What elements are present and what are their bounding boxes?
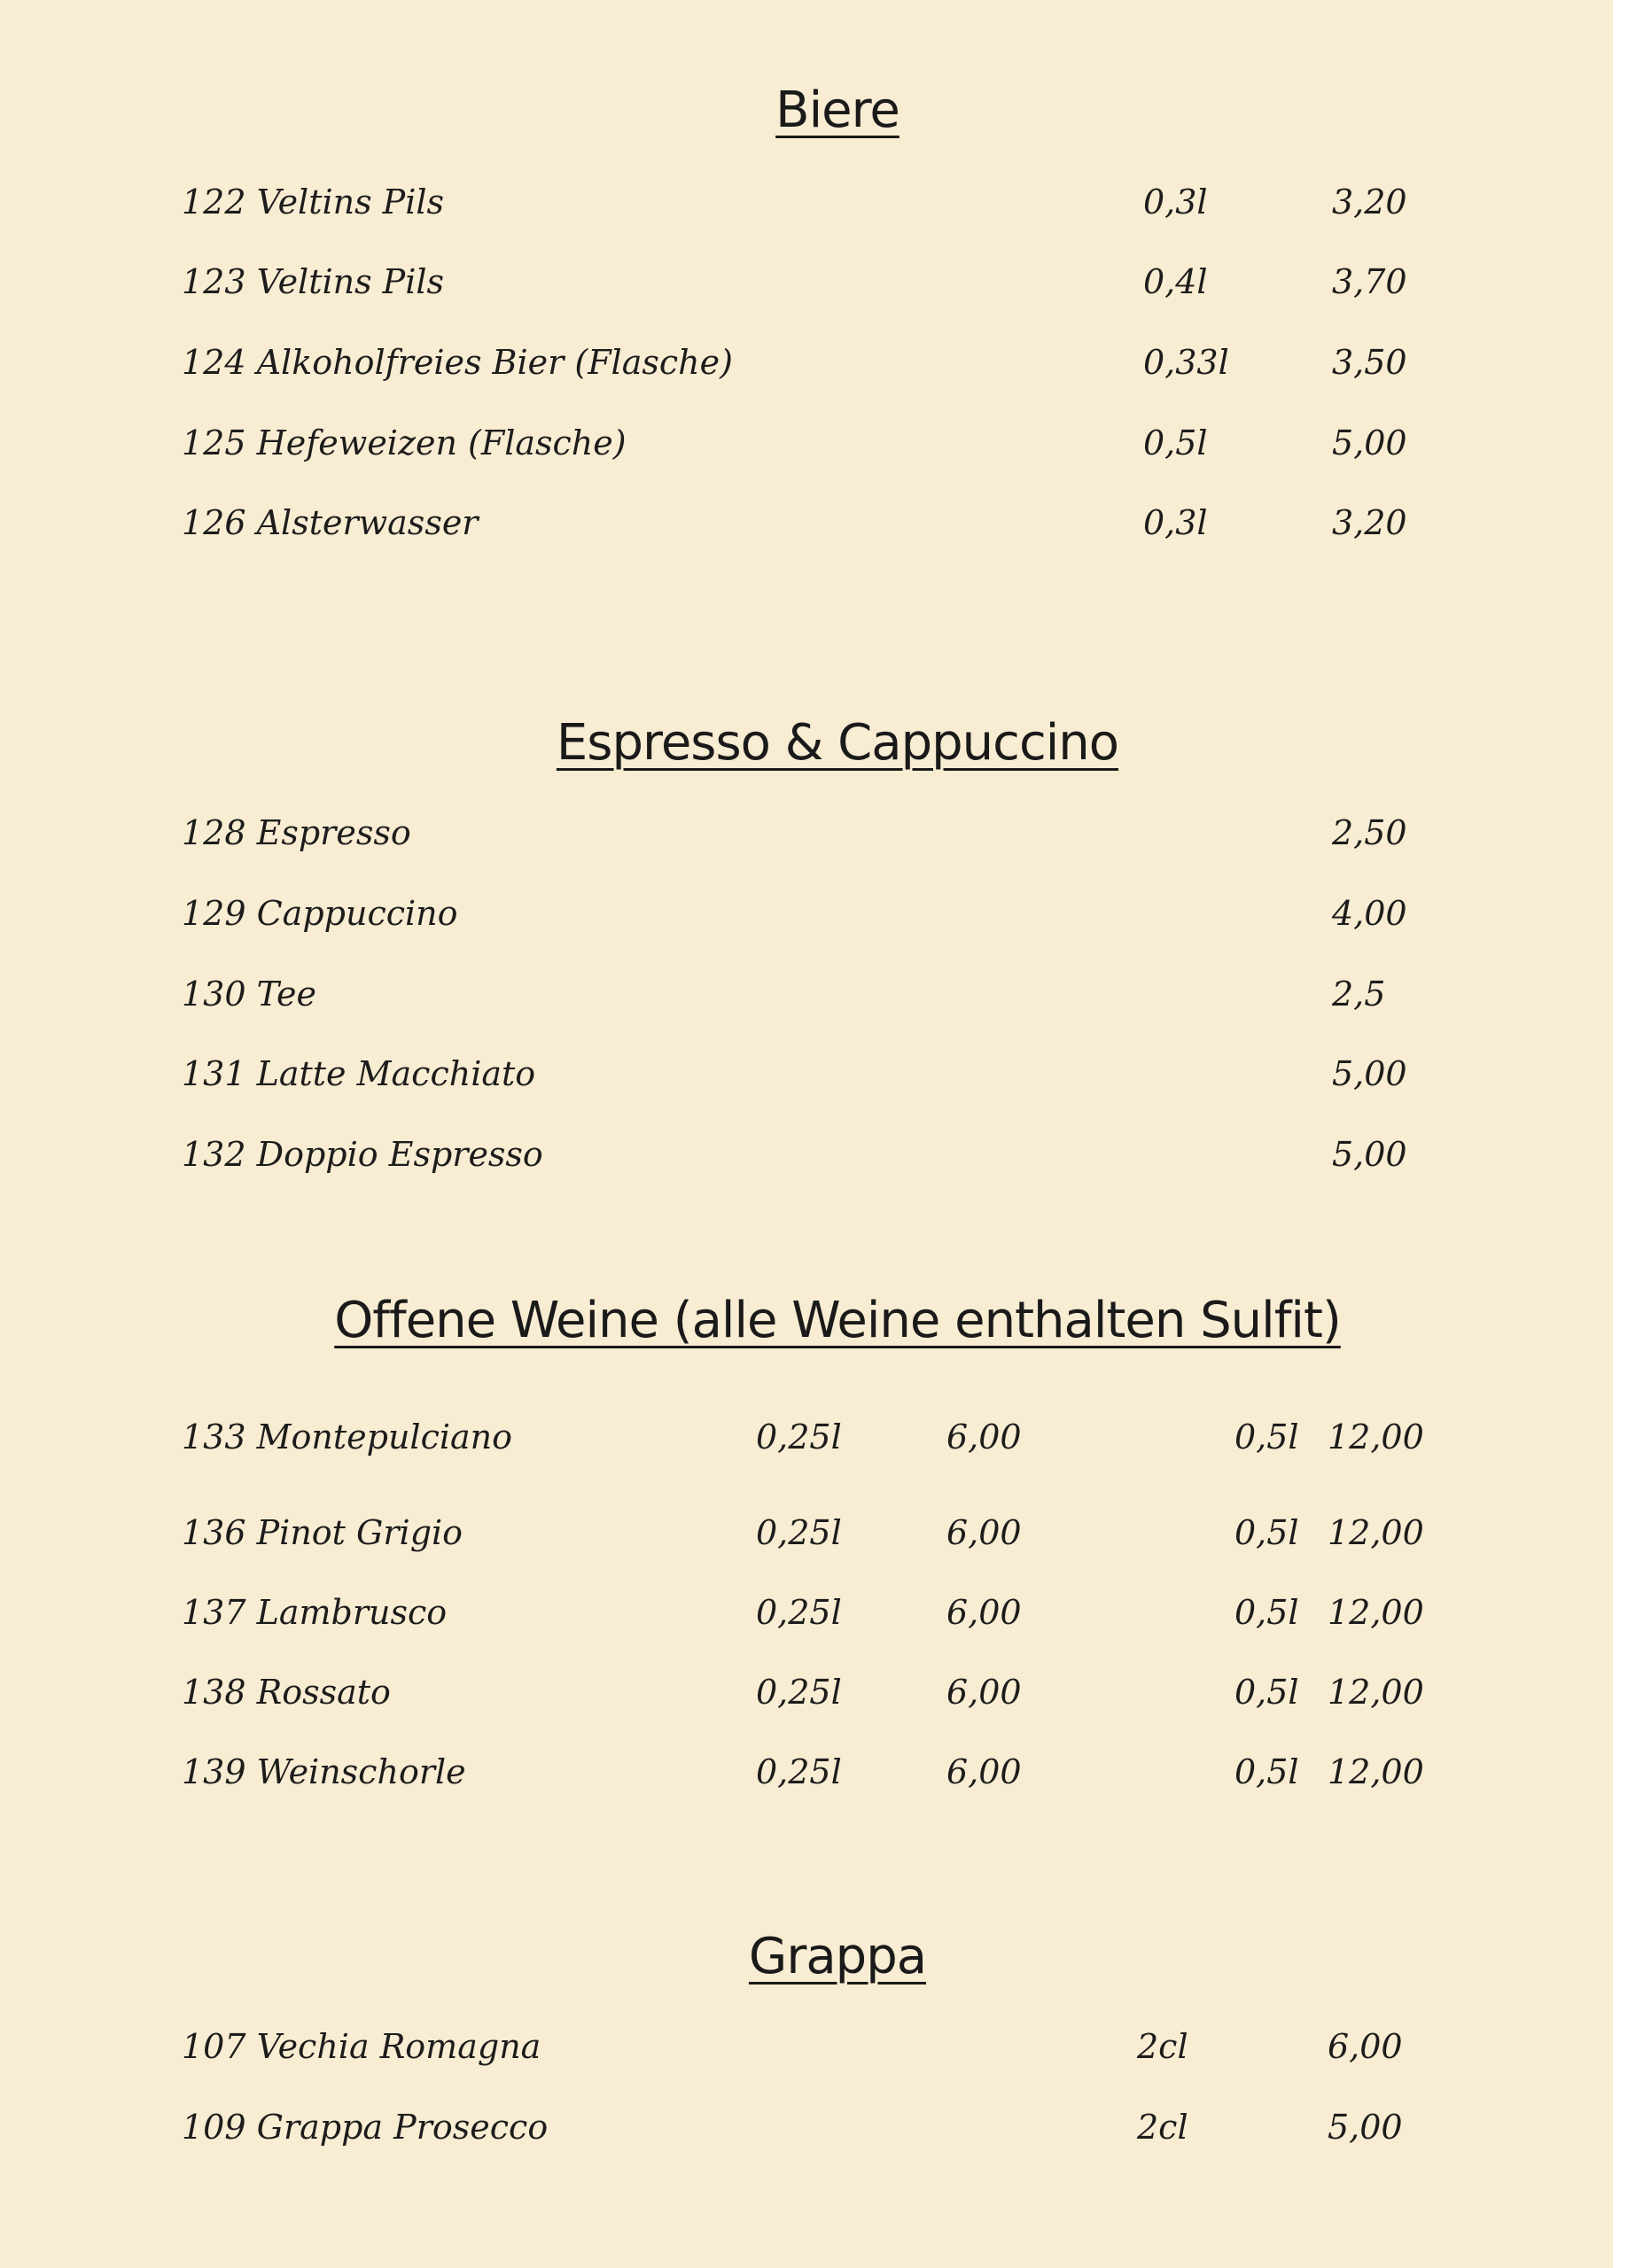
item-name: 124 Alkoholfreies Bier (Flasche)	[182, 343, 733, 382]
section-title-weine: Offene Weine (alle Weine enthalten Sulfit)	[334, 1292, 1341, 1349]
item-price-large: 12,00	[1328, 1418, 1424, 1456]
item-name: 137 Lambrusco	[182, 1593, 448, 1632]
menu-item	[0, 887, 1651, 940]
item-name: 123 Veltins Pils	[182, 262, 445, 301]
menu-item	[0, 1410, 1651, 1464]
item-size-large: 0,5l	[1234, 1593, 1299, 1632]
item-name: 128 Espresso	[182, 813, 411, 852]
item-size-large: 0,5l	[1234, 1673, 1299, 1712]
item-name: 136 Pinot Grigio	[182, 1513, 463, 1552]
item-size-small: 0,25l	[756, 1752, 842, 1791]
item-price: 5,00	[1328, 2108, 1403, 2147]
section-title-grappa: Grappa	[748, 1928, 927, 1985]
item-price-small: 6,00	[946, 1752, 1022, 1791]
item-price: 5,00	[1332, 1135, 1407, 1174]
menu-item	[0, 1047, 1651, 1100]
menu-item	[0, 416, 1651, 470]
menu-item	[0, 175, 1651, 229]
item-name: 131 Latte Macchiato	[182, 1054, 536, 1093]
item-name: 139 Weinschorle	[182, 1752, 466, 1791]
item-price: 3,20	[1332, 503, 1407, 542]
item-price: 3,70	[1332, 262, 1407, 301]
item-price-small: 6,00	[946, 1673, 1022, 1712]
section-title-espresso: Espresso & Cappuccino	[556, 714, 1119, 772]
item-size: 0,3l	[1143, 183, 1208, 221]
menu-item	[0, 1666, 1651, 1719]
menu-item	[0, 496, 1651, 549]
item-size: 2cl	[1137, 2027, 1188, 2066]
item-price: 2,5	[1332, 975, 1386, 1014]
menu-item	[0, 1506, 1651, 1559]
menu-item	[0, 1586, 1651, 1639]
item-name: 129 Cappuccino	[182, 894, 458, 933]
menu-item	[0, 1745, 1651, 1798]
menu-item	[0, 2020, 1651, 2073]
item-price: 4,00	[1332, 894, 1407, 933]
menu-item	[0, 806, 1651, 859]
item-price: 5,00	[1332, 423, 1407, 462]
item-name: 109 Grappa Prosecco	[182, 2108, 549, 2147]
menu-item	[0, 967, 1651, 1021]
item-size-small: 0,25l	[756, 1673, 842, 1712]
item-price: 6,00	[1328, 2027, 1403, 2066]
item-size-small: 0,25l	[756, 1418, 842, 1456]
item-name: 125 Hefeweizen (Flasche)	[182, 423, 627, 462]
menu-item	[0, 255, 1651, 308]
item-size-small: 0,25l	[756, 1593, 842, 1632]
item-size-small: 0,25l	[756, 1513, 842, 1552]
item-price-large: 12,00	[1328, 1673, 1424, 1712]
item-name: 138 Rossato	[182, 1673, 391, 1712]
item-name: 126 Alsterwasser	[182, 503, 479, 542]
item-size: 0,3l	[1143, 503, 1208, 542]
item-name: 122 Veltins Pils	[182, 183, 445, 221]
menu-item	[0, 2101, 1651, 2154]
item-price-large: 12,00	[1328, 1593, 1424, 1632]
item-name: 133 Montepulciano	[182, 1418, 513, 1456]
item-price-large: 12,00	[1328, 1752, 1424, 1791]
menu-item	[0, 1128, 1651, 1181]
item-size: 0,5l	[1143, 423, 1208, 462]
item-size-large: 0,5l	[1234, 1752, 1299, 1791]
section-title-biere: Biere	[775, 82, 899, 139]
item-price-small: 6,00	[946, 1593, 1022, 1632]
item-size-large: 0,5l	[1234, 1418, 1299, 1456]
item-name: 132 Doppio Espresso	[182, 1135, 543, 1174]
item-price-small: 6,00	[946, 1418, 1022, 1456]
item-name: 130 Tee	[182, 975, 316, 1014]
item-size: 2cl	[1137, 2108, 1188, 2147]
item-price: 2,50	[1332, 813, 1407, 852]
item-price-small: 6,00	[946, 1513, 1022, 1552]
item-price: 5,00	[1332, 1054, 1407, 1093]
item-price-large: 12,00	[1328, 1513, 1424, 1552]
item-size: 0,33l	[1143, 343, 1229, 382]
menu-item	[0, 336, 1651, 389]
item-size: 0,4l	[1143, 262, 1208, 301]
item-price: 3,20	[1332, 183, 1407, 221]
item-size-large: 0,5l	[1234, 1513, 1299, 1552]
item-price: 3,50	[1332, 343, 1407, 382]
item-name: 107 Vechia Romagna	[182, 2027, 541, 2066]
